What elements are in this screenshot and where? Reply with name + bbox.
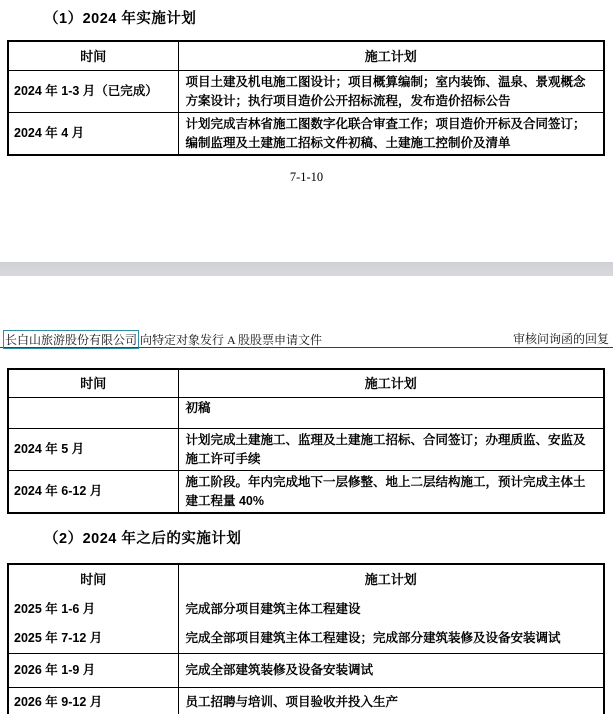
- column-header-plan: 施工计划: [178, 564, 604, 594]
- table-row: [8, 71, 604, 113]
- plan-cell: 计划完成吉林省施工图数字化联合审查工作；项目造价开标及合同签订；编制监理及土建施工招标文件初稿、土建施工控制价及清单: [178, 113, 604, 156]
- plan-cell: 完成全部建筑装修及设备安装调试: [178, 654, 604, 688]
- table-row: [8, 471, 604, 514]
- plan-cell: 初稿: [178, 398, 604, 429]
- table-header-row: [8, 564, 604, 594]
- plan-cell: 员工招聘与培训、项目验收并投入生产: [178, 688, 604, 714]
- time-cell: 2025 年 1-6 月: [8, 594, 178, 624]
- table-row: [8, 113, 604, 156]
- page-number: 7-1-10: [289, 170, 324, 184]
- plan-cell: 项目土建及机电施工图设计；项目概算编制；室内装饰、温泉、景观概念方案设计；执行项目造价公开招标流程，发布造价招标公告: [178, 71, 604, 113]
- time-cell: 2024 年 1-3 月（已完成）: [8, 71, 178, 113]
- section-2-title: （2）2024 年之后的实施计划: [44, 531, 242, 547]
- table-row: [8, 594, 604, 624]
- time-cell: [8, 398, 178, 429]
- table-row: [8, 654, 604, 688]
- time-cell: 2026 年 9-12 月: [8, 688, 178, 714]
- time-cell: 2026 年 1-9 月: [8, 654, 178, 688]
- running-header-right-text: 审核问询函的回复: [512, 332, 609, 346]
- table-2024-plan-continued: [7, 368, 605, 514]
- table-row: [8, 688, 604, 714]
- section-1-title: （1）2024 年实施计划: [44, 11, 197, 27]
- plan-cell: 完成部分项目建筑主体工程建设: [178, 594, 604, 624]
- table-header-row: [8, 41, 604, 71]
- table-row: [8, 429, 604, 471]
- time-cell: 2025 年 7-12 月: [8, 624, 178, 654]
- table-row-continuation: [8, 398, 604, 429]
- plan-cell: 完成全部项目建筑主体工程建设；完成部分建筑装修及设备安装调试: [178, 624, 604, 654]
- table-2024-plan-first: [7, 40, 605, 156]
- table-header-row: [8, 369, 604, 398]
- time-cell: 2024 年 4 月: [8, 113, 178, 156]
- column-header-time: 时间: [8, 369, 178, 398]
- page-break-separator: [0, 262, 613, 276]
- running-header-left-text: 向特定对象发行 A 股股票申请文件: [140, 333, 323, 347]
- running-header-left: [3, 330, 322, 349]
- column-header-time: 时间: [8, 41, 178, 71]
- table-after-2024-plan: [7, 563, 605, 714]
- time-cell: 2024 年 5 月: [8, 429, 178, 471]
- time-cell: 2024 年 6-12 月: [8, 471, 178, 514]
- plan-cell: 施工阶段。年内完成地下一层修整、地上二层结构施工，预计完成主体土建工程量 40%: [178, 471, 604, 514]
- company-name-link[interactable]: 长白山旅游股份有限公司: [3, 330, 139, 349]
- column-header-time: 时间: [8, 564, 178, 594]
- plan-cell: 计划完成土建施工、监理及土建施工招标、合同签订；办理质监、安监及施工许可手续: [178, 429, 604, 471]
- column-header-plan: 施工计划: [178, 369, 604, 398]
- column-header-plan: 施工计划: [178, 41, 604, 71]
- table-row: [8, 624, 604, 654]
- running-header: [0, 329, 613, 348]
